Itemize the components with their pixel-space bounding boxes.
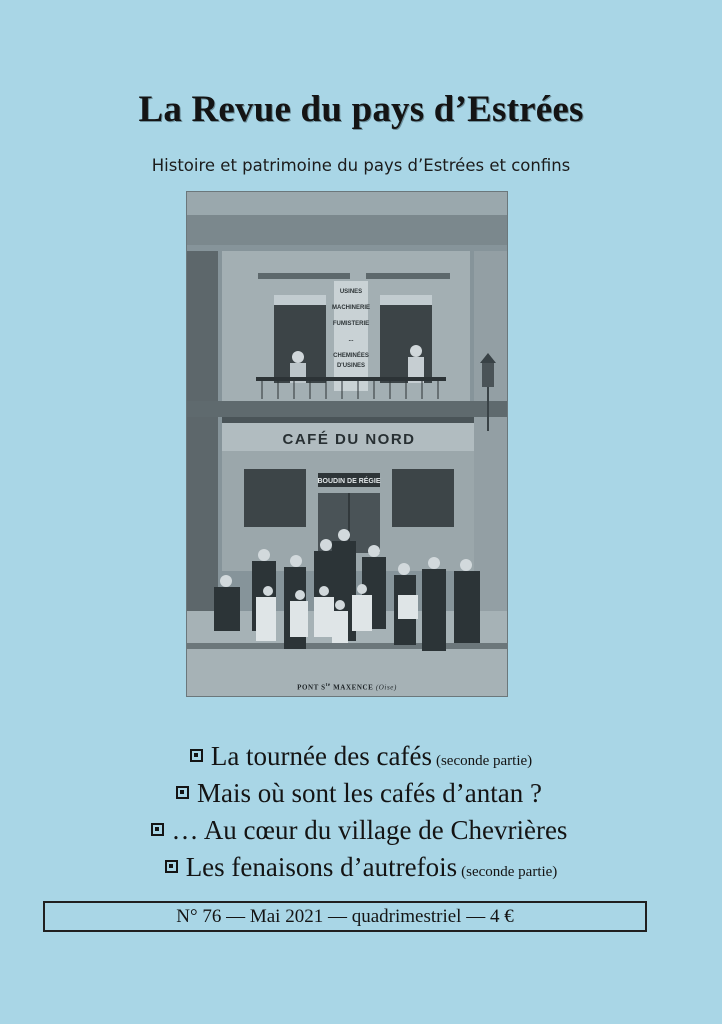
headline-text: Au cœur du village de Chevrières xyxy=(203,815,568,845)
photo-sign-main: CAFÉ DU NORD xyxy=(282,431,416,448)
cover-subtitle: Histoire et patrimoine du pays d’Estrées et confins xyxy=(151,156,571,175)
issue-info-box: N° 76 — Mai 2021 — quadrimestriel — 4 € xyxy=(43,901,647,932)
photo-wall-line: FUMISTERIE xyxy=(332,321,370,327)
photo-wall-line: MACHINERIE xyxy=(331,305,371,311)
square-bullet-icon xyxy=(151,823,164,836)
headline-text: La tournée des cafés xyxy=(210,741,432,771)
headline-text: Mais où sont les cafés d’antan ? xyxy=(197,778,542,808)
square-bullet-icon xyxy=(165,860,178,873)
headline-note: (seconde partie) xyxy=(435,753,533,769)
photo-caption-note: (Oise) xyxy=(375,683,397,692)
headline-text: Les fenaisons d’autrefois xyxy=(185,852,458,882)
photo-caption xyxy=(186,683,508,691)
cover-title: La Revue du pays d’Estrées xyxy=(138,89,584,130)
photo-sign-small: BOUDIN DE RÉGIE xyxy=(317,478,381,485)
photo-caption-part: PONT S xyxy=(297,683,326,692)
photo-wall-line: USINES xyxy=(339,289,363,295)
headline-prefix: … xyxy=(171,815,204,845)
photo-wall-line: ... xyxy=(348,337,354,343)
cover-photo xyxy=(186,191,508,697)
photo-caption-rest: MAXENCE xyxy=(330,683,374,692)
headline-item xyxy=(0,777,722,814)
square-bullet-icon xyxy=(190,749,203,762)
photo-caption-sup: te xyxy=(325,683,331,688)
photo-wall-line: CHEMINÉES xyxy=(333,353,369,359)
photo-wall-line: D'USINES xyxy=(336,363,366,369)
headline-item xyxy=(0,851,722,888)
cafe-facade-illustration xyxy=(186,191,508,697)
headline-item xyxy=(0,814,722,851)
headline-item xyxy=(0,740,722,777)
square-bullet-icon xyxy=(176,786,189,799)
headline-note: (seconde partie) xyxy=(461,864,558,880)
